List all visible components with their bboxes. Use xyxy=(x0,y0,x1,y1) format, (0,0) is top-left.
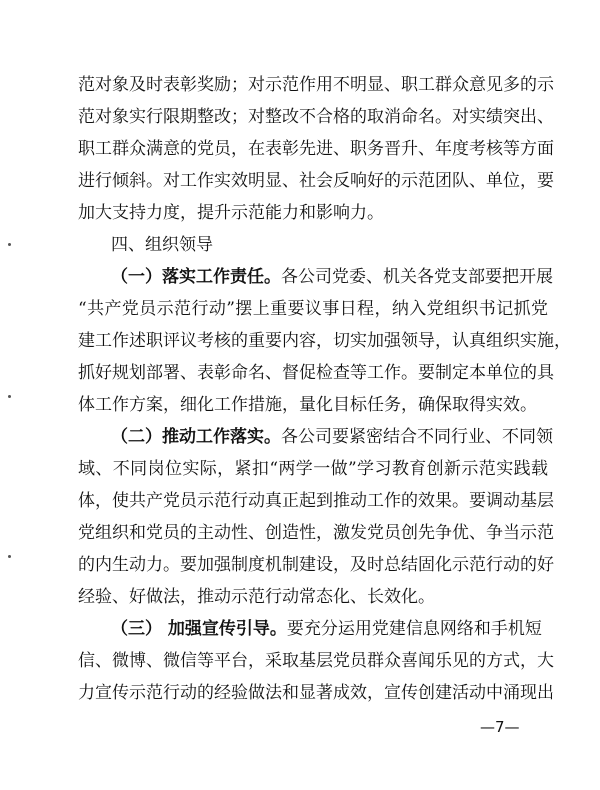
text-line: “共产党员示范行动”摆上重要议事日程，纳入党组织书记抓党 xyxy=(78,299,548,319)
text-line: 力宣传示范行动的经验做法和显著成效，宣传创建活动中涌现出 xyxy=(78,683,554,703)
paragraph-text: 各公司党委、机关各党支部要把开展 xyxy=(281,267,553,287)
paragraph-first-line xyxy=(111,614,548,644)
text-line: 职工群众满意的党员，在表彰先进、职务晋升、年度考核等方面 xyxy=(78,139,554,159)
text-line: 经验、好做法，推动示范行动常态化、长效化。 xyxy=(78,587,435,607)
text-line: 的内生动力。要加强制度机制建设，及时总结固化示范行动的好 xyxy=(78,555,554,575)
paragraph-text: 各公司要紧密结合不同行业、不同领 xyxy=(281,427,553,447)
scan-mark xyxy=(8,243,11,246)
text-line: 范对象及时表彰奖励；对示范作用不明显、职工群众意见多的示 xyxy=(78,75,554,95)
text-line: 信、微博、微信等平台，采取基层党员群众喜闻乐见的方式，大 xyxy=(78,651,554,671)
page-number: —7— xyxy=(480,718,520,736)
paragraph-title: （一）落实工作责任。 xyxy=(111,267,281,287)
text-line: 体工作方案，细化工作措施，量化目标任务，确保取得实效。 xyxy=(78,395,537,415)
text-line: 进行倾斜。对工作实效明显、社会反响好的示范团队、单位，要 xyxy=(78,171,554,191)
section-heading: 四、组织领导 xyxy=(111,235,213,255)
scan-mark xyxy=(8,395,11,398)
paragraph-title: （二）推动工作落实。 xyxy=(111,427,281,447)
text-line: 域、不同岗位实际，紧扣“两学一做”学习教育创新示范实践载 xyxy=(78,459,548,479)
text-line: 加大支持力度，提升示范能力和影响力。 xyxy=(78,203,384,223)
text-line: 建工作述职评议考核的重要内容，切实加强领导，认真组织实施， xyxy=(78,331,571,351)
text-line: 党组织和党员的主动性、创造性，激发党员创先争优、争当示范 xyxy=(78,523,554,543)
text-line: 抓好规划部署、表彰命名、督促检查等工作。要制定本单位的具 xyxy=(78,363,554,383)
paragraph-first-line xyxy=(111,422,553,452)
text-line: 体，使共产党员示范行动真正起到推动工作的效果。要调动基层 xyxy=(78,491,554,511)
paragraph-text: 要充分运用党建信息网络和手机短 xyxy=(286,619,542,639)
text-line: 范对象实行限期整改；对整改不合格的取消命名。对实绩突出、 xyxy=(78,107,554,127)
paragraph-title: （三） 加强宣传引导。 xyxy=(111,619,287,639)
paragraph-first-line xyxy=(111,262,553,292)
scan-mark xyxy=(8,555,11,558)
